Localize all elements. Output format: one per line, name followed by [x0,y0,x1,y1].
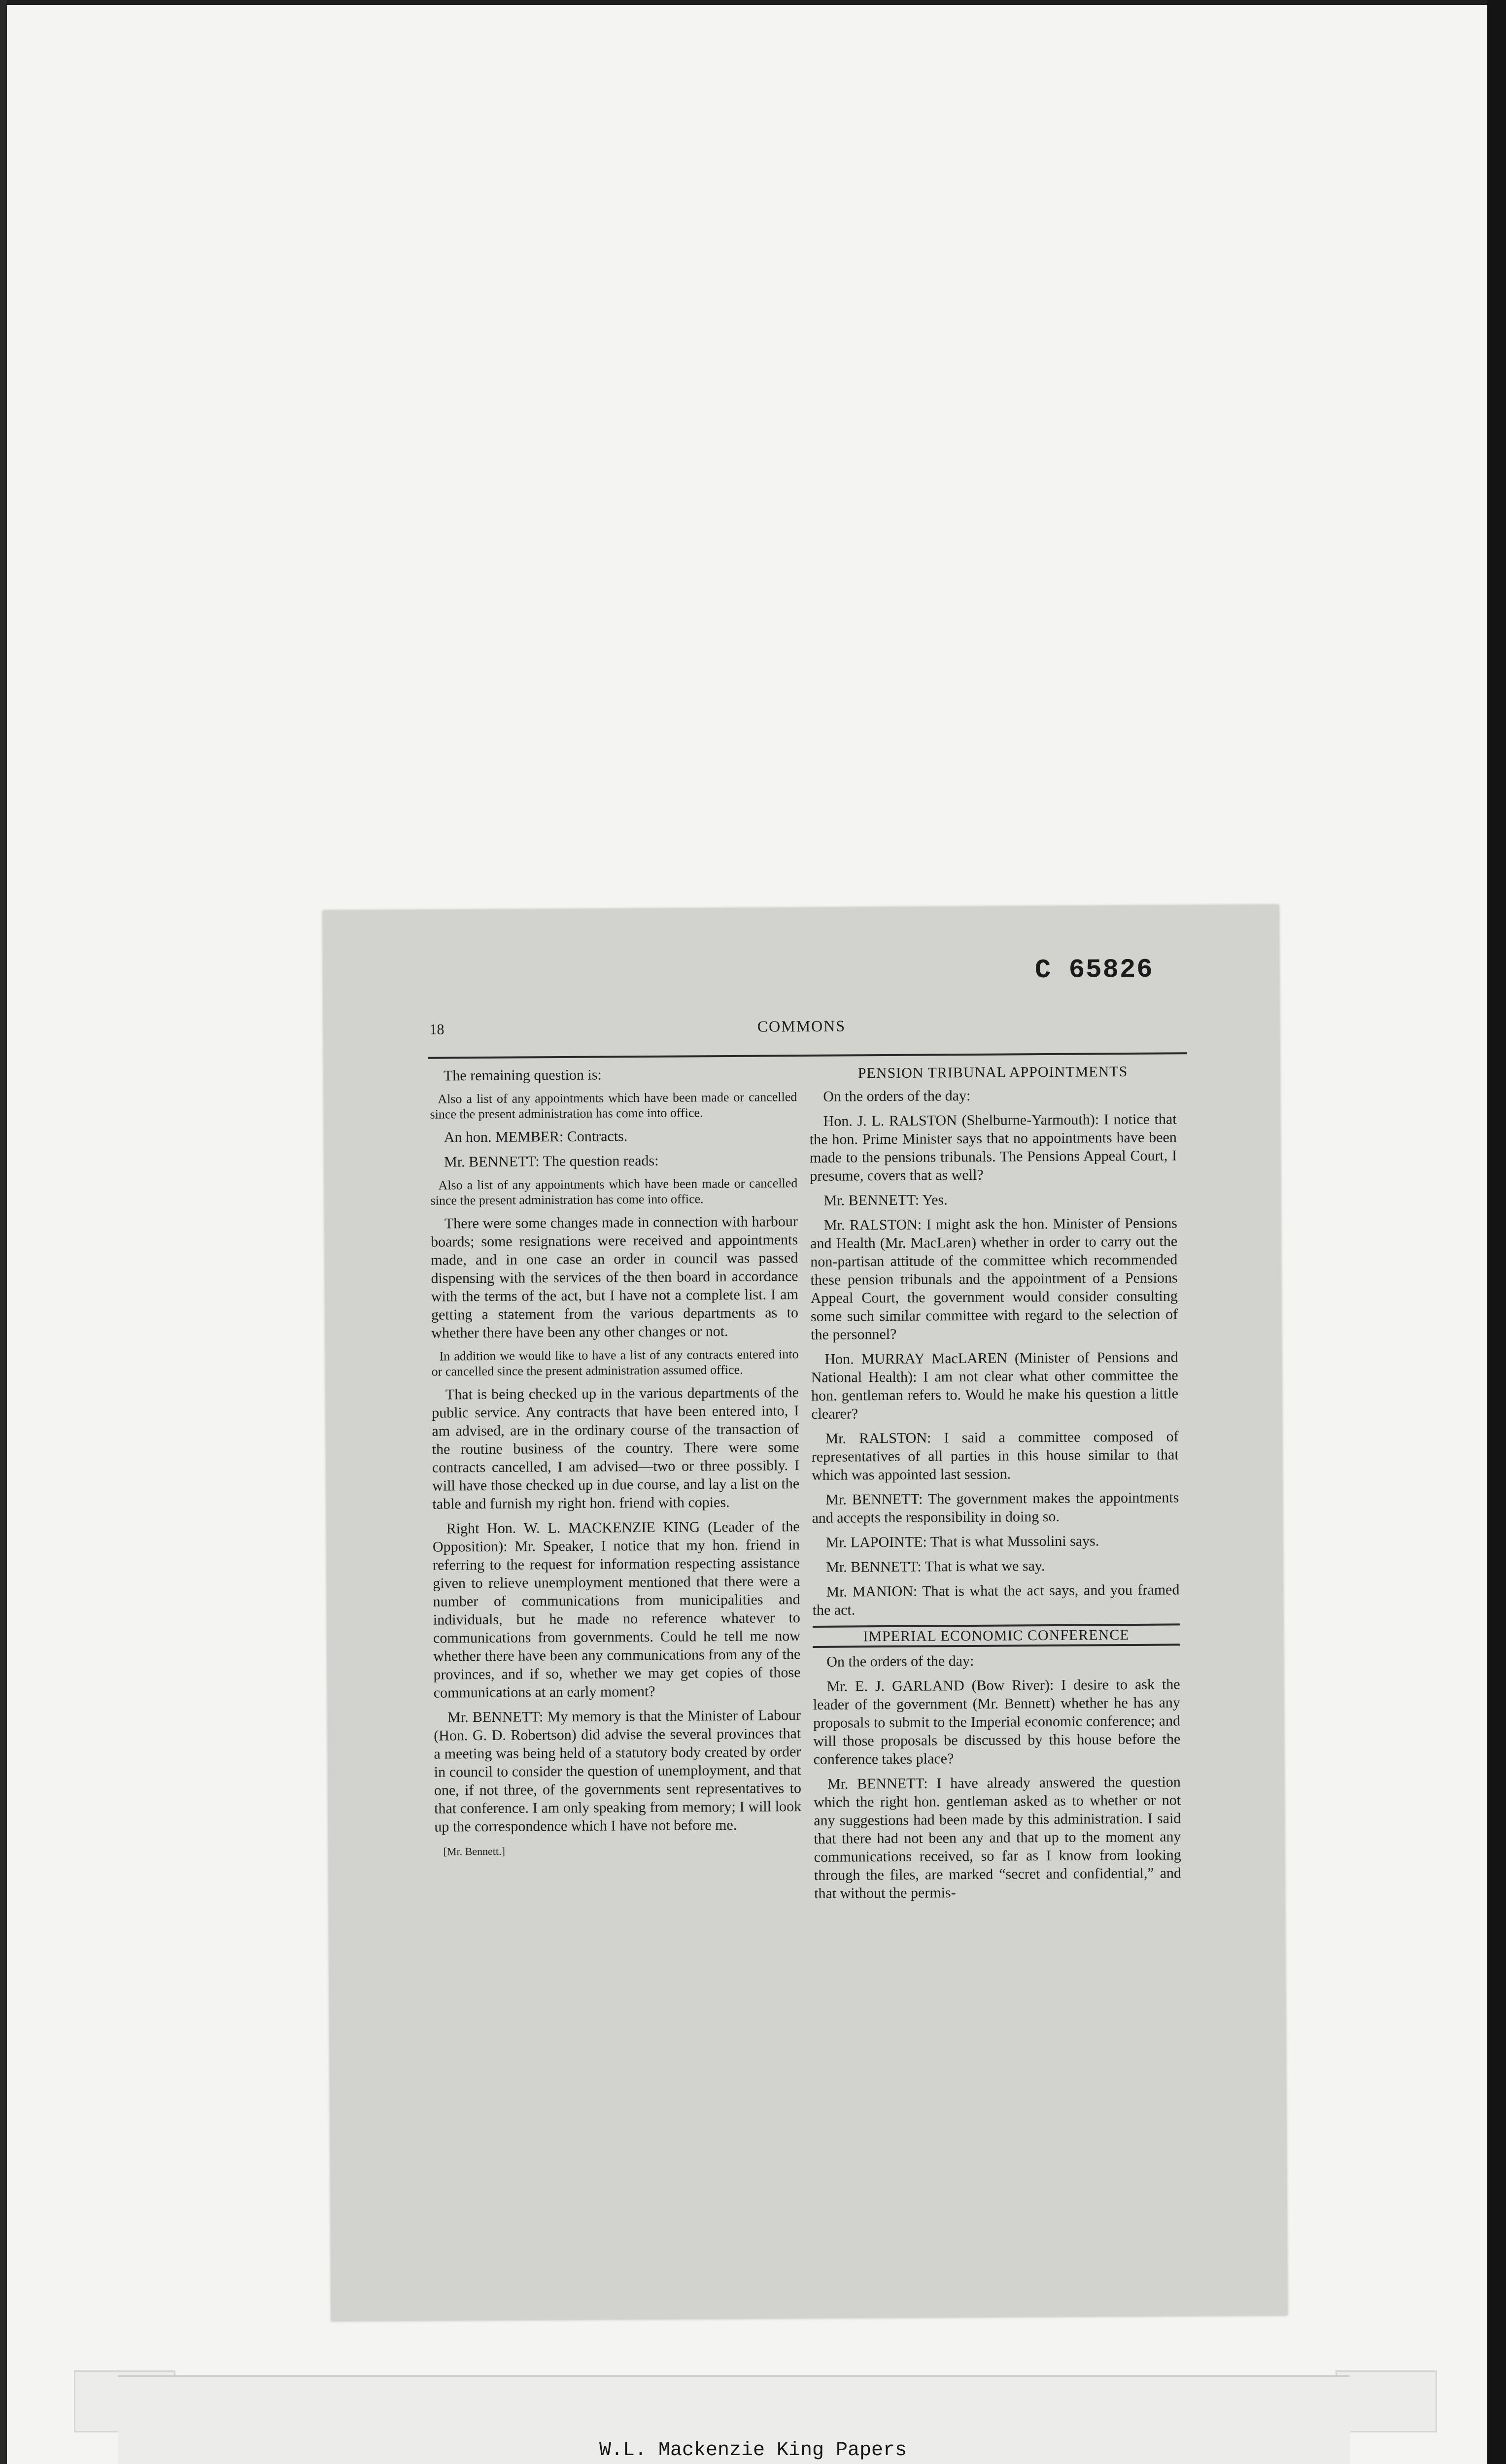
section-heading: PENSION TRIBUNAL APPOINTMENTS [857,1063,1128,1082]
paragraph: Mr. BENNETT: My memory is that the Minister of Labour (Hon. G. D. Robertson) did advise the several provinces that a meeting was being held of a statutory body created by order in council to consider the question of unemployment, and that one, if not three, of the governments sent representatives to that conference. I am only speaking from memory; I will look up the correspondence which I have not before me. [434,1707,802,1835]
paragraph: Mr. E. J. GARLAND (Bow River): I desire to ask the leader of the government (Mr. Bennett) whether he has any proposals to submit to the Imperial economic conference; and will those proposals be discussed by this house before the conference takes place? [813,1676,1181,1768]
right-column [809,1062,1181,1909]
paragraph: Mr. RALSTON: I said a committee composed of representatives of all parties in this house similar to that which was appointed last session. [811,1428,1179,1483]
hansard-page [323,905,1287,2321]
left-column [430,1064,802,1867]
paragraph: Hon. MURRAY MacLAREN (Minister of Pensions and National Health): I am not clear what other committee the hon. gentleman refers to. Would he make his question a little clearer? [811,1349,1179,1422]
paragraph: Mr. MANION: That is what the act says, and you framed the act. [812,1581,1180,1618]
quoted-question: Also a list of any appointments which have been made or cancelled since the present administration has come into office. [430,1090,797,1122]
paragraph: Hon. J. L. RALSTON (Shelburne-Yarmouth): I notice that the hon. Prime Minister says that no appointments have been made to the pensions tribunals. The Pensions Appeal Court, I presume, covers that as well? [809,1111,1177,1184]
paragraph: Mr. RALSTON: I might ask the hon. Minister of Pensions and Health (Mr. MacLaren) whether in order to carry out the non-partisan attitude of the committee which recommended these pension tribunals and the appointment of a Pensions Appeal Court, the government would consider consulting some such similar committee with regard to the selection of the personnel? [810,1215,1178,1343]
paragraph: Mr. BENNETT: The government makes the appointments and accepts the responsibility in doing so. [812,1489,1179,1526]
film-frame-left [0,0,7,2464]
header-rule [428,1052,1187,1059]
paragraph: On the orders of the day: [826,1652,974,1670]
paragraph: On the orders of the day: [823,1087,971,1105]
paragraph: The remaining question is: [443,1066,602,1084]
document-number: C 65826 [1034,955,1154,986]
paragraph: Mr. BENNETT: I have already answered the question which the right hon. gentleman asked as to whether or not any suggestions had been made by this administration. I said that there had not been any and that up to the moment any communications received, so far as I know from looking through the files, are marked “secret and confidential,” and that without the permis- [813,1774,1182,1902]
speaker-footer: [Mr. Bennett.] [443,1845,506,1858]
stamp-tab-right [1335,2370,1437,2432]
quoted-question: Also a list of any appointments which have been made or cancelled since the present administration has come into office. [430,1176,798,1208]
paragraph: Mr. BENNETT: That is what we say. [826,1558,1045,1575]
paragraph: Mr. BENNETT: Yes. [823,1192,948,1209]
film-frame-top [0,0,1506,5]
paragraph: Mr. BENNETT: The question reads: [444,1152,659,1170]
film-frame-right [1487,0,1506,2464]
paragraph: There were some changes made in connection with harbour boards; some resignations were received and appointments made, and in one case an order in council was passed dispensing with the services of the then board in accordance with the terms of the act, but I have not a complete list. I am getting a statement from the various departments as to whether there have been any other changes or not. [431,1213,799,1341]
paragraph: An hon. MEMBER: Contracts. [444,1128,628,1146]
paragraph: That is being checked up in the various departments of the public service. Any contracts that have been entered into, I am advised, are in the ordinary course of the transaction of the routine business of the country. There were some contracts cancelled, I am advised—two or three possibly. I will have those checked up in due course, and lay a list on the table and furnish my right hon. friend with copies. [432,1384,800,1512]
running-header: COMMONS [757,1017,846,1035]
quoted-question: In addition we would like to have a list of any contracts entered into or cancelled since the present administration assumed office. [431,1347,799,1379]
paragraph: Right Hon. W. L. MACKENZIE KING (Leader of the Opposition): Mr. Speaker, I notice that my hon. friend in referring to the request for information respecting assistance given to relieve unemployment mentioned that there were a number of communications from municipalities and individuals, but he made no reference whatever to communications from governments. Could he tell me now whether there have been any communications from any of the provinces, and if so, whether we may get copies of those communications at an early moment? [432,1518,801,1701]
page-number: 18 [429,1021,445,1038]
paragraph: Mr. LAPOINTE: That is what Mussolini says. [825,1533,1099,1551]
stamp-collection: W.L. Mackenzie King Papers [599,2439,907,2462]
section-heading: IMPERIAL ECONOMIC CONFERENCE [813,1623,1180,1648]
